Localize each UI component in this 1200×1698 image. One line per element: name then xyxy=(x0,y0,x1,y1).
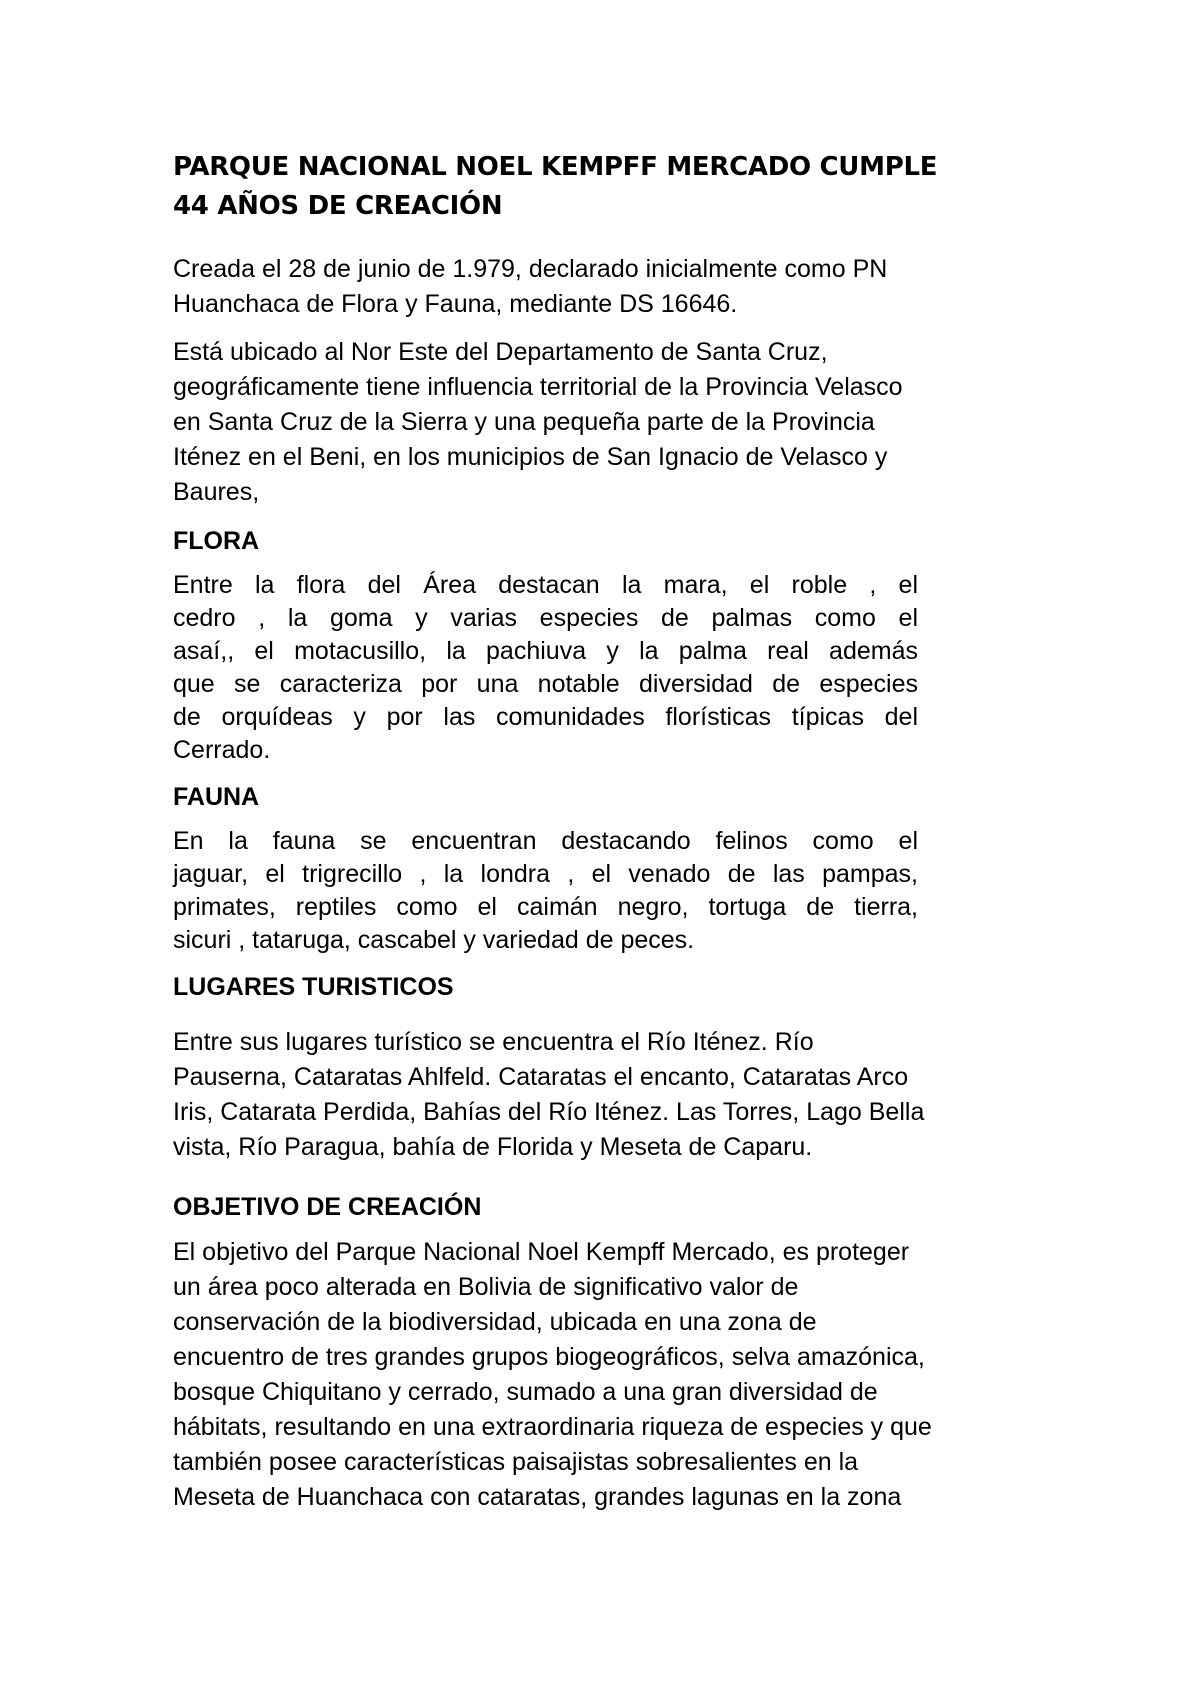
lugares-line: Iris, Catarata Perdida, Bahías del Río Iténez. Las Torres, Lago Bella xyxy=(173,1098,925,1126)
flora-line: Entre la flora del Área destacan la mara, el roble , el xyxy=(173,571,918,599)
lugares-line: vista, Río Paragua, bahía de Florida y Meseta de Caparu. xyxy=(173,1133,813,1161)
lugares-line: Entre sus lugares turístico se encuentra el Río Iténez. Río xyxy=(173,1028,814,1056)
location-line: en Santa Cruz de la Sierra y una pequeña parte de la Provincia xyxy=(173,408,875,436)
fauna-line: jaguar, el trigrecillo , la londra , el venado de las pampas, xyxy=(173,860,918,888)
objetivo-line: también posee características paisajistas sobresalientes en la xyxy=(173,1448,859,1476)
location-line: Iténez en el Beni, en los municipios de San Ignacio de Velasco y xyxy=(173,443,888,471)
lugares-paragraph xyxy=(173,1025,1043,1165)
fauna-line: En la fauna se encuentran destacando felinos como el xyxy=(173,827,918,855)
flora-line: de orquídeas y por las comunidades florísticas típicas del xyxy=(173,703,918,731)
flora-heading: FLORA xyxy=(173,527,260,555)
flora-line: cedro , la goma y varias especies de palmas como el xyxy=(173,604,918,632)
flora-paragraph xyxy=(173,569,918,767)
objetivo-heading: OBJETIVO DE CREACIÓN xyxy=(173,1193,482,1221)
flora-line: Cerrado. xyxy=(173,736,271,764)
objetivo-paragraph xyxy=(173,1235,1043,1515)
location-paragraph xyxy=(173,335,1043,510)
location-line: geográficamente tiene influencia territorial de la Provincia Velasco xyxy=(173,373,903,401)
fauna-paragraph xyxy=(173,825,918,957)
lugares-heading: LUGARES TURISTICOS xyxy=(173,973,454,1001)
flora-line: asaí,, el motacusillo, la pachiuva y la palma real además xyxy=(173,637,918,665)
objetivo-line: Meseta de Huanchaca con cataratas, grandes lagunas en la zona xyxy=(173,1483,902,1511)
objetivo-line: conservación de la biodiversidad, ubicada en una zona de xyxy=(173,1308,817,1336)
flora-line: que se caracteriza por una notable diversidad de especies xyxy=(173,670,918,698)
title-line: PARQUE NACIONAL NOEL KEMPFF MERCADO CUMPLE xyxy=(173,152,938,182)
intro-line: Huanchaca de Flora y Fauna, mediante DS 16646. xyxy=(173,290,738,318)
fauna-line: primates, reptiles como el caimán negro, tortuga de tierra, xyxy=(173,893,918,921)
lugares-line: Pauserna, Cataratas Ahlfeld. Cataratas el encanto, Cataratas Arco xyxy=(173,1063,909,1091)
fauna-heading: FAUNA xyxy=(173,783,260,811)
location-line: Baures, xyxy=(173,478,260,506)
objetivo-line: El objetivo del Parque Nacional Noel Kempff Mercado, es proteger xyxy=(173,1238,910,1266)
location-line: Está ubicado al Nor Este del Departamento de Santa Cruz, xyxy=(173,338,828,366)
objetivo-line: bosque Chiquitano y cerrado, sumado a una gran diversidad de xyxy=(173,1378,878,1406)
fauna-line: sicuri , tataruga, cascabel y variedad de peces. xyxy=(173,926,695,954)
objetivo-line: un área poco alterada en Bolivia de significativo valor de xyxy=(173,1273,799,1301)
intro-line: Creada el 28 de junio de 1.979, declarado inicialmente como PN xyxy=(173,255,888,283)
document-title xyxy=(173,148,1043,226)
intro-paragraph xyxy=(173,252,1043,322)
document-content xyxy=(173,148,1043,1528)
title-line: 44 AÑOS DE CREACIÓN xyxy=(173,191,503,221)
objetivo-line: encuentro de tres grandes grupos biogeográficos, selva amazónica, xyxy=(173,1343,925,1371)
objetivo-line: hábitats, resultando en una extraordinaria riqueza de especies y que xyxy=(173,1413,932,1441)
